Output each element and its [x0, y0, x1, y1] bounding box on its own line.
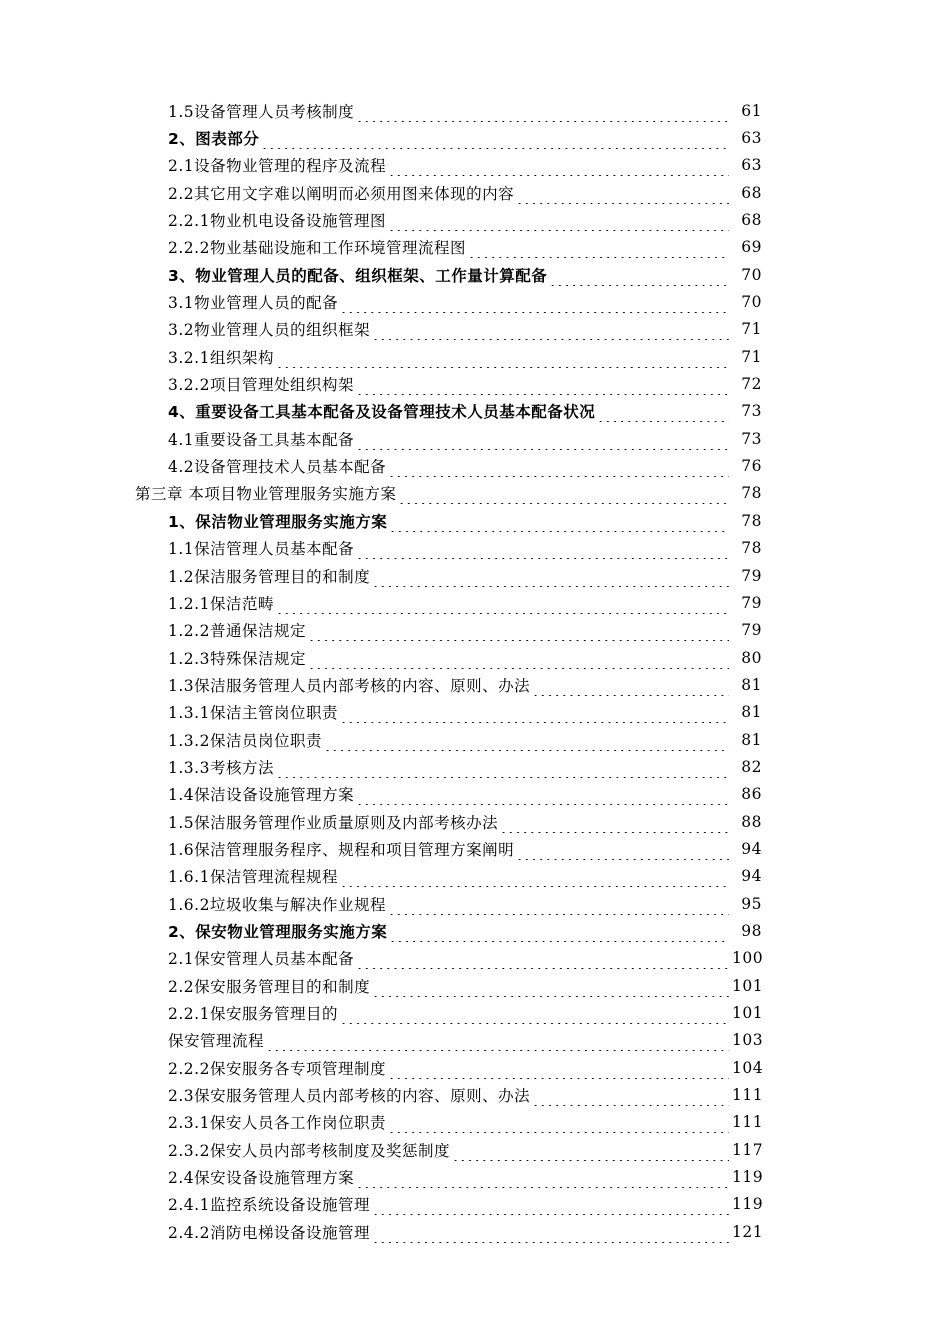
- toc-entry-title: 2.4保安设备设施管理方案: [168, 1169, 355, 1188]
- toc-page-number: 104: [732, 1058, 764, 1077]
- toc-dot-leader: [468, 242, 729, 258]
- toc-dot-leader: [516, 844, 729, 860]
- toc-dot-leader: [340, 297, 729, 313]
- toc-page-number: 119: [732, 1168, 764, 1187]
- toc-entry[interactable]: [0, 1054, 762, 1081]
- toc-dot-leader: [340, 1008, 729, 1024]
- toc-dot-leader: [372, 324, 729, 340]
- toc-entry-title: 2.2其它用文字难以阐明而必须用图来体现的内容: [168, 184, 515, 203]
- toc-entry[interactable]: [0, 945, 762, 972]
- toc-entry-title: 4.2设备管理技术人员基本配备: [168, 458, 387, 477]
- toc-entry-title: 4、重要设备工具基本配备及设备管理技术人员基本配备状况: [168, 403, 596, 422]
- toc-dot-leader: [356, 543, 729, 559]
- toc-dot-leader: [340, 871, 729, 887]
- toc-entry-title: 2.2保安服务管理目的和制度: [168, 977, 371, 996]
- toc-entry[interactable]: [0, 1109, 762, 1136]
- toc-entry-title: 2.2.2物业基础设施和工作环境管理流程图: [168, 239, 466, 258]
- toc-page-number: 63: [741, 129, 762, 148]
- toc-page-number: 78: [741, 511, 762, 530]
- toc-dot-leader: [500, 817, 729, 833]
- toc-entry[interactable]: [0, 316, 762, 343]
- toc-dot-leader: [388, 1063, 729, 1079]
- toc-entry[interactable]: [0, 562, 762, 589]
- toc-page-number: 79: [741, 593, 762, 612]
- toc-entry[interactable]: [0, 234, 762, 261]
- toc-page-number: 86: [741, 785, 762, 804]
- toc-entry[interactable]: [0, 1136, 762, 1163]
- toc-page-number: 76: [741, 457, 762, 476]
- toc-dot-leader: [340, 707, 729, 723]
- toc-entry-title: 3.2.2项目管理处组织构架: [168, 376, 354, 395]
- toc-entry[interactable]: [0, 425, 762, 452]
- toc-page-number: 103: [732, 1031, 764, 1050]
- toc-entry-title: 2.4.2消防电梯设备设施管理: [168, 1223, 370, 1242]
- toc-entry-title: 2.1保安管理人员基本配备: [168, 950, 355, 969]
- toc-entry[interactable]: [0, 835, 762, 862]
- toc-entry[interactable]: [0, 781, 762, 808]
- toc-entry[interactable]: [0, 206, 762, 233]
- toc-page-number: 71: [741, 347, 762, 366]
- toc-entry[interactable]: [0, 753, 762, 780]
- toc-dot-leader: [308, 625, 729, 641]
- toc-page-number: 100: [732, 949, 764, 968]
- toc-page-number: 94: [741, 867, 762, 886]
- toc-entry[interactable]: [0, 999, 762, 1026]
- toc-dot-leader: [266, 1035, 729, 1051]
- toc-page-number: 88: [741, 812, 762, 831]
- toc-dot-leader: [372, 1227, 729, 1243]
- toc-dot-leader: [372, 1199, 729, 1215]
- toc-page-number: 78: [741, 539, 762, 558]
- toc-dot-leader: [452, 1145, 729, 1161]
- toc-entry-title: 1.6.1保洁管理流程规程: [168, 868, 338, 887]
- toc-entry-title: 1.2.3特殊保洁规定: [168, 649, 306, 668]
- toc-page-number: 63: [741, 156, 762, 175]
- toc-page-number: 81: [741, 675, 762, 694]
- toc-entry-title: 4.1重要设备工具基本配备: [168, 430, 355, 449]
- toc-page-number: 73: [741, 402, 762, 421]
- toc-dot-leader: [388, 1117, 729, 1133]
- toc-dot-leader: [388, 160, 729, 176]
- toc-entry[interactable]: [0, 917, 762, 944]
- toc-dot-leader: [261, 133, 729, 149]
- toc-entry[interactable]: [0, 452, 762, 479]
- toc-page-number: 79: [741, 566, 762, 585]
- toc-entry-title: 1.5保洁服务管理作业质量原则及内部考核办法: [168, 813, 499, 832]
- toc-entry-title: 1、保洁物业管理服务实施方案: [168, 512, 388, 531]
- toc-page-number: 111: [732, 1086, 764, 1105]
- toc-dot-leader: [276, 762, 729, 778]
- toc-entry-title: 1.3.2保洁员岗位职责: [168, 731, 322, 750]
- toc-page-number: 101: [732, 1004, 764, 1023]
- toc-entry[interactable]: [0, 699, 762, 726]
- toc-page-number: 70: [741, 293, 762, 312]
- toc-entry-title: 2.3.2保安人员内部考核制度及奖惩制度: [168, 1141, 450, 1160]
- toc-entry[interactable]: [0, 1218, 762, 1245]
- toc-entry[interactable]: [0, 97, 762, 124]
- toc-dot-leader: [388, 215, 729, 231]
- toc-entry[interactable]: [0, 535, 762, 562]
- toc-entry[interactable]: [0, 370, 762, 397]
- toc-dot-leader: [597, 406, 729, 422]
- toc-entry[interactable]: [0, 480, 762, 507]
- toc-page-number: 101: [732, 976, 764, 995]
- toc-entry-title: 2.1设备物业管理的程序及流程: [168, 157, 387, 176]
- toc-entry-title: 2.3保安服务管理人员内部考核的内容、原则、办法: [168, 1087, 531, 1106]
- toc-dot-leader: [324, 735, 729, 751]
- toc-page-number: 94: [741, 839, 762, 858]
- toc-dot-leader: [388, 899, 729, 915]
- toc-dot-leader: [532, 1090, 729, 1106]
- toc-page-number: 70: [741, 265, 762, 284]
- toc-page-number: 78: [741, 484, 762, 503]
- toc-page-number: 71: [741, 320, 762, 339]
- toc-entry-title: 3.2.1组织架构: [168, 348, 274, 367]
- toc-entry[interactable]: [0, 124, 762, 151]
- toc-entry-title: 2、图表部分: [168, 130, 260, 149]
- toc-entry-title: 1.1保洁管理人员基本配备: [168, 540, 355, 559]
- toc-entry-title: 1.2.2普通保洁规定: [168, 622, 306, 641]
- toc-dot-leader: [356, 1172, 729, 1188]
- toc-entry[interactable]: [0, 261, 762, 288]
- toc-dot-leader: [372, 981, 729, 997]
- toc-dot-leader: [389, 926, 729, 942]
- toc-page-number: 72: [741, 375, 762, 394]
- toc-entry-title: 1.2保洁服务管理目的和制度: [168, 567, 371, 586]
- toc-page-number: 61: [741, 101, 762, 120]
- toc-entry[interactable]: [0, 890, 762, 917]
- toc-entry-title: 2.2.1物业机电设备设施管理图: [168, 212, 386, 231]
- toc-page-number: 69: [741, 238, 762, 257]
- toc-dot-leader: [389, 516, 729, 532]
- toc-entry-title: 1.5设备管理人员考核制度: [168, 102, 355, 121]
- toc-page-number: 80: [741, 648, 762, 667]
- toc-entry[interactable]: [0, 863, 762, 890]
- toc-entry[interactable]: [0, 1191, 762, 1218]
- toc-page-number: 98: [741, 921, 762, 940]
- toc-dot-leader: [356, 379, 729, 395]
- toc-entry-title: 3、物业管理人员的配备、组织框架、工作量计算配备: [168, 266, 548, 285]
- toc-entry-title: 2、保安物业管理服务实施方案: [168, 922, 388, 941]
- toc-entry-title: 1.6.2垃圾收集与解决作业规程: [168, 895, 386, 914]
- toc-dot-leader: [532, 680, 729, 696]
- toc-entry[interactable]: [0, 1163, 762, 1190]
- toc-entry[interactable]: [0, 589, 762, 616]
- toc-dot-leader: [549, 270, 729, 286]
- toc-page-number: 81: [741, 703, 762, 722]
- table-of-contents: [0, 97, 950, 1245]
- toc-entry-title: 保安管理流程: [168, 1032, 265, 1051]
- toc-entry[interactable]: [0, 1081, 762, 1108]
- toc-entry[interactable]: [0, 288, 762, 315]
- toc-entry[interactable]: [0, 343, 762, 370]
- toc-dot-leader: [356, 434, 729, 450]
- toc-entry[interactable]: [0, 726, 762, 753]
- toc-page-number: 121: [732, 1222, 764, 1241]
- toc-entry-title: 1.3.1保洁主管岗位职责: [168, 704, 338, 723]
- toc-entry-title: 2.4.1监控系统设备设施管理: [168, 1196, 370, 1215]
- toc-page-number: 81: [741, 730, 762, 749]
- toc-entry[interactable]: [0, 398, 762, 425]
- toc-entry-title: 2.2.1保安服务管理目的: [168, 1005, 338, 1024]
- toc-entry-title: 2.2.2保安服务各专项管理制度: [168, 1059, 386, 1078]
- toc-page-number: 117: [732, 1140, 764, 1159]
- toc-dot-leader: [356, 106, 729, 122]
- toc-page-number: 95: [741, 894, 762, 913]
- toc-dot-leader: [398, 488, 729, 504]
- toc-dot-leader: [276, 598, 729, 614]
- toc-page-number: 82: [741, 757, 762, 776]
- toc-entry-title: 1.3保洁服务管理人员内部考核的内容、原则、办法: [168, 676, 531, 695]
- toc-entry[interactable]: [0, 808, 762, 835]
- toc-entry[interactable]: [0, 671, 762, 698]
- toc-dot-leader: [356, 953, 729, 969]
- toc-entry[interactable]: [0, 507, 762, 534]
- toc-entry[interactable]: [0, 152, 762, 179]
- toc-entry-title: 1.4保洁设备设施管理方案: [168, 786, 355, 805]
- toc-entry[interactable]: [0, 179, 762, 206]
- toc-entry[interactable]: [0, 972, 762, 999]
- toc-page-number: 111: [732, 1113, 764, 1132]
- toc-page-number: 73: [741, 429, 762, 448]
- toc-entry[interactable]: [0, 617, 762, 644]
- toc-dot-leader: [516, 188, 729, 204]
- toc-entry-title: 1.3.3考核方法: [168, 758, 274, 777]
- toc-entry-title: 2.3.1保安人员各工作岗位职责: [168, 1114, 386, 1133]
- toc-dot-leader: [276, 352, 729, 368]
- toc-dot-leader: [308, 653, 729, 669]
- toc-entry-title: 第三章 本项目物业管理服务实施方案: [135, 485, 397, 504]
- toc-entry-title: 1.6保洁管理服务程序、规程和项目管理方案阐明: [168, 840, 515, 859]
- toc-dot-leader: [356, 789, 729, 805]
- toc-page-number: 79: [741, 621, 762, 640]
- toc-entry[interactable]: [0, 644, 762, 671]
- toc-dot-leader: [388, 461, 729, 477]
- toc-page-number: 119: [732, 1195, 764, 1214]
- toc-page-number: 68: [741, 211, 762, 230]
- toc-entry[interactable]: [0, 1027, 762, 1054]
- toc-entry-title: 3.1物业管理人员的配备: [168, 294, 339, 313]
- toc-dot-leader: [372, 571, 729, 587]
- toc-page-number: 68: [741, 183, 762, 202]
- toc-entry-title: 3.2物业管理人员的组织框架: [168, 321, 371, 340]
- toc-entry-title: 1.2.1保洁范畴: [168, 594, 274, 613]
